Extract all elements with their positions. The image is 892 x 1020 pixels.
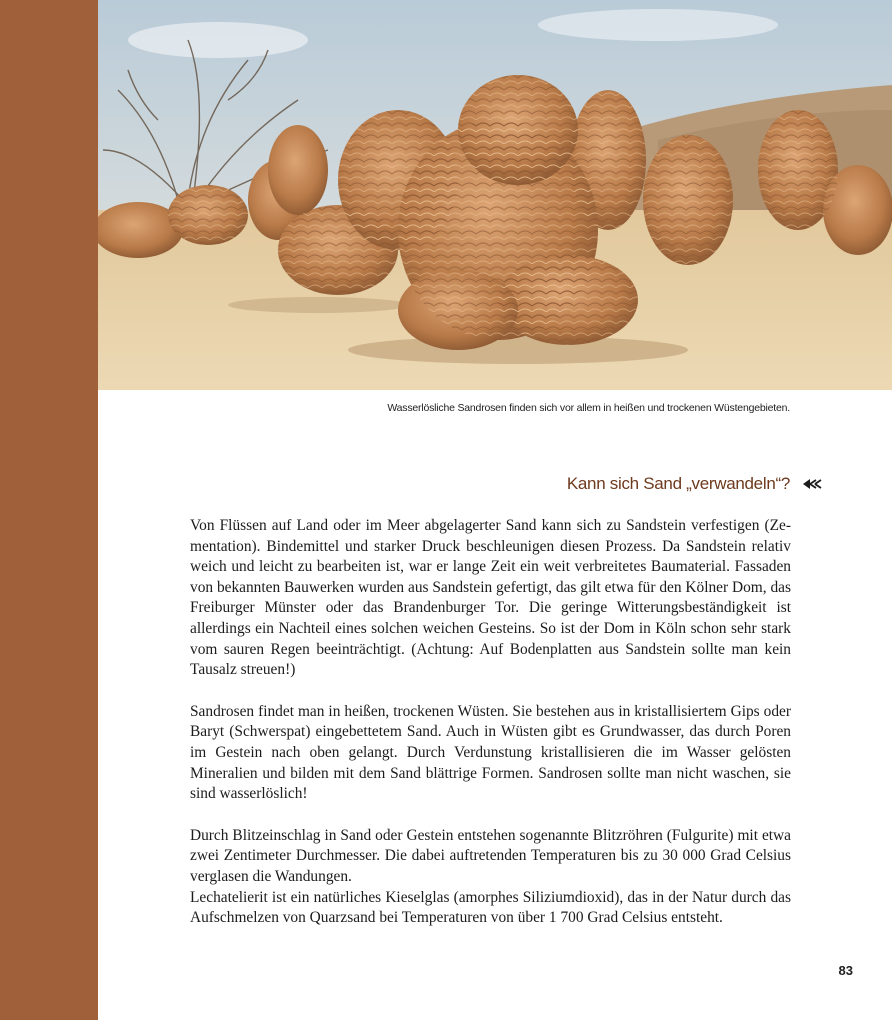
paragraph-lechatelierit: Lechatelierit ist ein natürliches Kieselglas (amorphes Siliziumdioxid), das in der Natur durch das Aufschmelzen von Quarzsand bei Temperaturen von über 1 700 Grad Celsius entsteht. bbox=[190, 888, 791, 927]
section-heading-text: Kann sich Sand „verwandeln“? bbox=[566, 474, 790, 493]
body-text bbox=[190, 516, 791, 950]
page-side-band bbox=[0, 0, 98, 1020]
paragraph-fulgurite: Durch Blitzeinschlag in Sand oder Gestein entstehen sogenannte Blitzröhren (Fulgurite) mit etwa zwei Zentimeter Durchmesser. Die dabei auftretenden Temperaturen bis zu 30 000 Grad Celsius verglasen die Wandungen. bbox=[190, 826, 791, 885]
photo-caption: Wasserlösliche Sandrosen finden sich vor allem in heißen und trockenen Wüstengebieten. bbox=[387, 402, 790, 414]
desert-rose-photo bbox=[98, 0, 892, 390]
paragraph-sandstein: Von Flüssen auf Land oder im Meer abgelagerter Sand kann sich zu Sandstein verfestigen (Zementation). Bindemittel und starker Druck beschleunigen diesen Prozess. Da Sandstein relativ weich und leicht zu bearbeiten ist, war er lange Zeit ein weit verbreitetes Baumaterial. Fassaden von bekannten Bauwerken wurden aus Sandstein gefertigt, das gilt etwa für den Kölner Dom, das Freiburger Münster oder das Brandenburger Tor. Die geringe Witterungsbeständigkeit ist allerdings ein Nachteil eines solchen weichen Gesteins. So ist der Dom in Köln schon sehr stark vom sauren Regen beeinträchtigt. (Achtung: Auf Bodenplatten aus Sandstein sollte man kein Tausalz streuen!) bbox=[190, 517, 791, 679]
double-chevron-left-icon bbox=[802, 477, 824, 491]
page-number: 83 bbox=[838, 963, 853, 978]
paragraph-sandrosen: Sandrosen findet man in heißen, trockenen Wüsten. Sie bestehen aus in kristallisiertem Gips oder Baryt (Schwerspat) eingebettetem Sand. Auch in Wüsten gibt es Grundwasser, das durch Poren im Gestein nach oben gelangt. Durch Verdunstung kristallisieren die im Wasser gelösten Mineralien und bilden mit dem Sand blättrige Formen. Sandrosen sollte man nicht waschen, sie sind wasserlöslich! bbox=[190, 702, 791, 803]
desert-rose-illustration bbox=[98, 0, 892, 390]
section-heading bbox=[567, 474, 824, 494]
